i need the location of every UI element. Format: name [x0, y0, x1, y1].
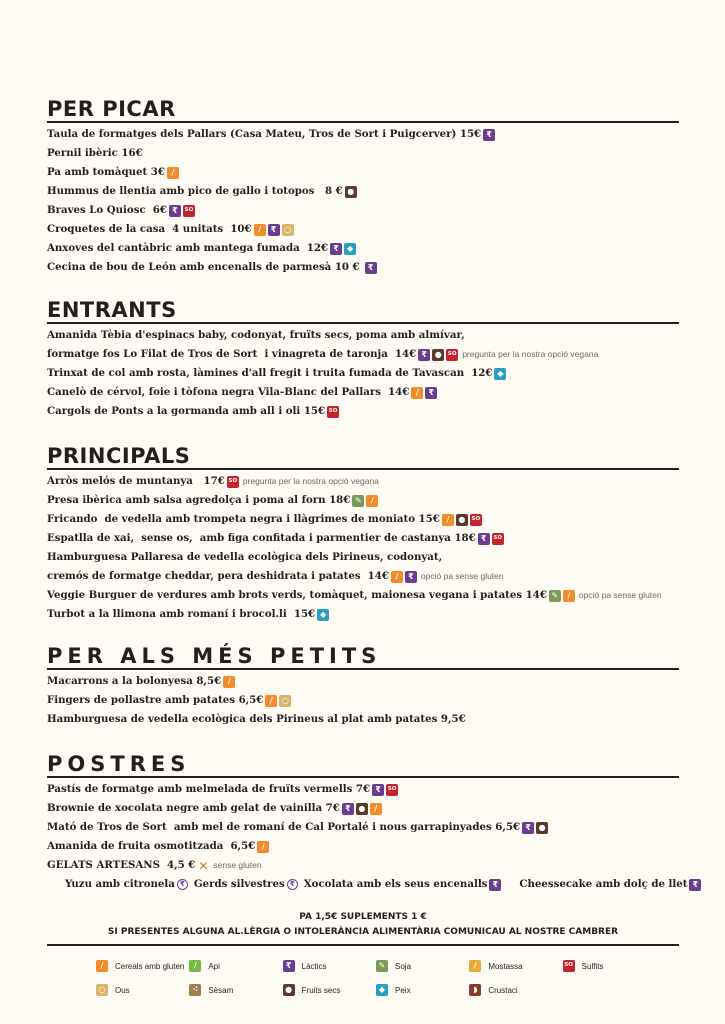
lactics-icon: ₹ — [483, 129, 495, 141]
menu-item: Braves Lo Quiosc 6€ ₹ SO — [47, 204, 194, 216]
ous-icon: ○ — [282, 224, 294, 236]
menu-item: Taula de formatges dels Pallars (Casa Mateu, Tros de Sort i Puigcerver) 15€ ₹ — [47, 125, 679, 144]
cereals-icon: / — [442, 514, 454, 526]
legend-item: ⁖ Sèsam — [189, 984, 282, 996]
cereals-icon: / — [370, 803, 382, 815]
sulfits-icon: SO — [563, 960, 575, 972]
footer-notes — [47, 910, 679, 940]
legend-item: SO Sulfits — [564, 961, 604, 971]
divider — [47, 944, 679, 946]
legend-item: / Api — [189, 960, 282, 972]
menu-item: formatge fos Lo Filat de Tros de Sort i vinagreta de taronja 14€ ₹ ● SO pregunta per la nostra opció vegana — [47, 348, 599, 360]
ous-icon: ○ — [96, 984, 108, 996]
cereals-icon: / — [254, 224, 266, 236]
sulfits-icon: SO — [183, 205, 195, 217]
menu-item: Cargols de Ponts a la gormanda amb all i oli 15€ SO — [47, 405, 338, 417]
lactics-circle-icon: ₹ — [177, 879, 188, 890]
lactics-icon: ₹ — [418, 349, 430, 361]
legend-item: / Mostassa — [469, 960, 562, 972]
fruits-secs-icon: ● — [432, 349, 444, 361]
mostassa-icon: / — [469, 960, 481, 972]
section-title: PER PICAR — [47, 97, 679, 123]
soja-icon: ✎ — [549, 590, 561, 602]
peix-icon: ◆ — [344, 243, 356, 255]
legend-item: ○ Ous — [96, 984, 189, 996]
crustaci-icon: ◗ — [469, 984, 481, 996]
menu-item: Fingers de pollastre amb patates 6,5€ / ○ — [47, 691, 679, 710]
menu-item: GELATS ARTESANS 4,5 € ✕ sense gluten — [47, 858, 262, 873]
section-postres — [47, 752, 699, 894]
gelat-flavour: Yuzu amb citronela ₹ — [65, 875, 188, 894]
menu-item: Hummus de llentia amb pico de gallo i totopos 8 € ● — [47, 182, 679, 201]
sulfits-icon: SO — [327, 406, 339, 418]
menu-item: Pa amb tomàquet 3€ / — [47, 163, 679, 182]
gelat-flavour: Cheessecake amb dolç de llet ₹ — [519, 875, 701, 894]
lactics-icon: ₹ — [689, 879, 701, 891]
section-title: PRINCIPALS — [47, 444, 679, 470]
section-principals — [47, 444, 679, 624]
footer-bread-supplements: PA 1,5€ SUPLEMENTS 1 € — [299, 912, 427, 922]
lactics-circle-icon: ₹ — [287, 879, 298, 890]
section-per-picar — [47, 97, 679, 277]
sulfits-icon: SO — [446, 349, 458, 361]
allergen-legend — [96, 960, 656, 996]
sulfits-icon: SO — [470, 514, 482, 526]
section-entrants — [47, 298, 679, 421]
legend-item: ◗ Crustaci — [469, 984, 562, 996]
cereals-icon: / — [223, 676, 235, 688]
fruits-secs-icon: ● — [356, 803, 368, 815]
menu-item: Macarrons a la bolonyesa 8,5€ / — [47, 672, 679, 691]
lactics-icon: ₹ — [425, 387, 437, 399]
legend-item: / Cereals amb gluten — [96, 960, 189, 972]
menu-item: Amanida de fruita osmotitzada 6,5€ / — [47, 837, 679, 856]
section-per-als-mes-petits — [47, 644, 679, 729]
sulfits-icon: SO — [227, 476, 239, 488]
peix-icon: ◆ — [494, 368, 506, 380]
peix-icon: ◆ — [376, 984, 388, 996]
menu-item: Pastís de formatge amb melmelada de fruïts vermells 7€ ₹ SO — [47, 783, 397, 795]
cereals-icon: / — [265, 695, 277, 707]
cereals-icon: / — [411, 387, 423, 399]
legend-item: ◆ Peix — [376, 984, 469, 996]
menu-item: Presa ibèrica amb salsa agredolça i poma al forn 18€ ✎ / — [47, 491, 679, 510]
cereals-icon: / — [563, 590, 575, 602]
cereals-icon: / — [391, 571, 403, 583]
menu-item: Brownie de xocolata negre amb gelat de vainilla 7€ ₹ ● / — [47, 799, 679, 818]
section-title: POSTRES — [47, 752, 679, 778]
lactics-icon: ₹ — [478, 533, 490, 545]
menu-item: Fricando de vedella amb trompeta negra i llàgrimes de moniato 15€ / ● SO — [47, 513, 481, 525]
menu-item: Canelò de cérvol, foie i tòfona negra Vila-Blanc del Pallars 14€ / ₹ — [47, 383, 679, 402]
lactics-icon: ₹ — [405, 571, 417, 583]
fruits-secs-icon: ● — [345, 186, 357, 198]
lactics-icon: ₹ — [522, 822, 534, 834]
cereals-icon: / — [167, 167, 179, 179]
menu-item: Arròs melós de muntanya 17€ SO pregunta per la nostra opció vegana — [47, 475, 379, 487]
cereals-icon: / — [96, 960, 108, 972]
sulfits-icon: SO — [492, 533, 504, 545]
section-title: ENTRANTS — [47, 298, 679, 324]
menu-item: Veggie Burguer de verdures amb brots verds, tomàquet, maionesa vegana i patates 14€ ✎ / opció pa sense gluten — [47, 589, 662, 601]
legend-item: ₹ Làctics — [283, 960, 376, 972]
menu-item: Croquetes de la casa 4 unitats 10€ / ₹ ○ — [47, 220, 679, 239]
ous-icon: ○ — [279, 695, 291, 707]
menu-item: Hamburguesa Pallaresa de vedella ecològica dels Pirineus, codonyat, — [47, 551, 443, 563]
menu-item: Trinxat de col amb rosta, làmines d'all fregit i truita fumada de Tavascan 12€ ◆ — [47, 364, 679, 383]
gelat-flavour: Xocolata amb els seus encenalls ₹ — [304, 875, 502, 894]
menu-item: Turbot a la llimona amb romaní i brocol.li 15€ ◆ — [47, 605, 679, 624]
menu-item: Mató de Tros de Sort amb mel de romaní de Cal Portalé i nous garrapinyades 6,5€ ₹ ● — [47, 818, 679, 837]
gelat-flavour: Gerds silvestres ₹ — [194, 875, 298, 894]
footer-allergy-warning: SI PRESENTES ALGUNA AL.LÈRGIA O INTOLERÀNCIA ALIMENTÀRIA COMUNICAU AL NOSTRE CAMBRER — [107, 927, 619, 937]
lactics-icon: ₹ — [283, 960, 295, 972]
menu-item: Hamburguesa de vedella ecològica dels Pirineus al plat amb patates 9,5€ — [47, 713, 466, 725]
menu-item: Pernil ibèric 16€ — [47, 147, 143, 159]
soja-icon: ✎ — [376, 960, 388, 972]
gluten-free-icon: ✕ — [198, 858, 209, 873]
legend-item: ● Fruits secs — [283, 984, 376, 996]
lactics-icon: ₹ — [365, 262, 377, 274]
fruits-secs-icon: ● — [283, 984, 295, 996]
legend-item: ✎ Soja — [376, 960, 469, 972]
cereals-icon: / — [257, 841, 269, 853]
lactics-icon: ₹ — [169, 205, 181, 217]
gelats-flavours — [47, 875, 699, 894]
api-icon: / — [189, 960, 201, 972]
lactics-icon: ₹ — [489, 879, 501, 891]
menu-item: Espatlla de xai, sense os, amb figa confitada i parmentier de castanya 18€ ₹ SO — [47, 532, 503, 544]
menu-item: Amanida Tèbia d'espinacs baby, codonyat, fruïts secs, poma amb almívar, — [47, 329, 465, 341]
sesam-icon: ⁖ — [189, 984, 201, 996]
lactics-icon: ₹ — [342, 803, 354, 815]
menu-item: Anxoves del cantàbric amb mantega fumada 12€ ₹ ◆ — [47, 239, 679, 258]
sulfits-icon: SO — [386, 784, 398, 796]
fruits-secs-icon: ● — [456, 514, 468, 526]
menu-item: Cecina de bou de León amb encenalls de parmesà 10 € ₹ — [47, 258, 679, 277]
fruits-secs-icon: ● — [536, 822, 548, 834]
menu-item: cremós de formatge cheddar, pera deshidrata i patates 14€ / ₹ opció pa sense gluten — [47, 570, 504, 582]
lactics-icon: ₹ — [268, 224, 280, 236]
lactics-icon: ₹ — [330, 243, 342, 255]
section-title: PER ALS MÉS PETITS — [47, 644, 679, 670]
cereals-icon: / — [366, 495, 378, 507]
lactics-icon: ₹ — [372, 784, 384, 796]
peix-icon: ◆ — [317, 609, 329, 621]
soja-icon: ✎ — [352, 495, 364, 507]
